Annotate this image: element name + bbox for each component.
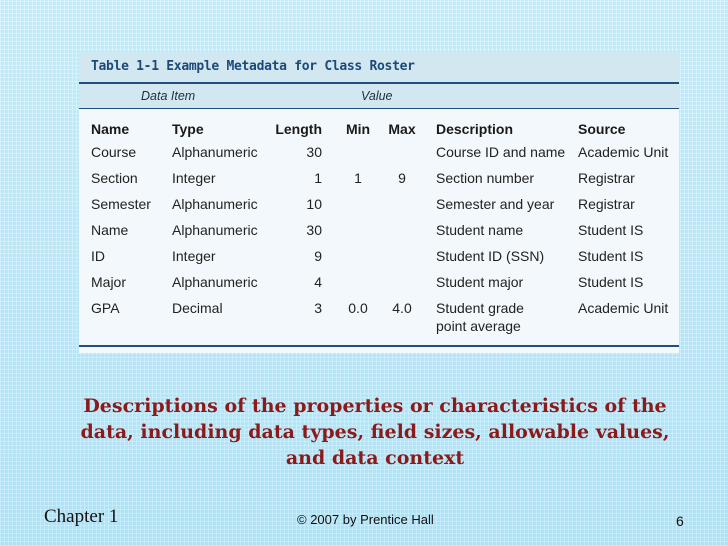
table-cell: Student IS [578, 274, 644, 290]
table-cell: Alphanumeric [172, 274, 258, 290]
table-cell [380, 272, 424, 298]
table-cell: Alphanumeric [172, 196, 258, 212]
table-cell [380, 246, 424, 272]
column-header: Length [275, 120, 322, 137]
table-cell: Course [91, 144, 137, 160]
table-bottom-rule [79, 345, 679, 347]
table-cell: 4 [314, 274, 322, 290]
table-cell: 4.0 [392, 300, 412, 316]
table-row [79, 220, 679, 246]
table-cell [336, 246, 380, 272]
group-header-value: Value [361, 89, 393, 103]
table-row [79, 168, 679, 194]
column-header: Name [91, 120, 130, 137]
table-cell: GPA [91, 300, 120, 316]
table-cell: 0.0 [348, 300, 368, 316]
table-cell: Registrar [578, 170, 635, 186]
table-cell: Integer [172, 170, 216, 186]
table-row [79, 298, 679, 335]
table-cell: 30 [306, 222, 322, 238]
table-cell [336, 220, 380, 246]
table-cell: Student name [436, 222, 524, 238]
table-cell: Section [91, 170, 138, 186]
table-cell: 9 [398, 170, 406, 186]
table-cell: Name [91, 222, 129, 238]
table-cell: 1 [354, 170, 362, 186]
footer-chapter-label: Chapter 1 [44, 506, 119, 527]
column-header: Description [436, 120, 514, 137]
table-row [79, 194, 679, 220]
table-cell: Major [91, 274, 127, 290]
table-row [79, 142, 679, 168]
table-cell: 10 [306, 196, 322, 212]
column-header: Source [578, 120, 626, 137]
table-cell: Course ID and name [436, 144, 566, 160]
column-header: Min [345, 120, 371, 137]
table-row [79, 272, 679, 298]
table-cell: 30 [306, 144, 322, 160]
table-cell: Student IS [578, 222, 644, 238]
table-cell [336, 142, 380, 168]
table-cell: Academic Unit [578, 144, 669, 160]
table-cell: Student IS [578, 248, 644, 264]
slide-page-number: 6 [676, 513, 684, 529]
table-cell: 1 [314, 170, 322, 186]
column-header: Type [172, 120, 204, 137]
table-cell: Registrar [578, 196, 635, 212]
metadata-table-figure [79, 53, 679, 353]
table-cell [380, 220, 424, 246]
slide-caption: Descriptions of the properties or characteristics of the data, including data types, field sizes, allowable values, and data context [80, 395, 670, 469]
table-cell [380, 194, 424, 220]
table-cell: 9 [314, 248, 322, 264]
table-header-row [79, 115, 679, 142]
table-row [79, 246, 679, 272]
table-cell: Student ID (SSN) [436, 248, 545, 264]
table-cell: Alphanumeric [172, 144, 258, 160]
table-cell: Section number [436, 170, 535, 186]
table-cell [380, 142, 424, 168]
table-cell: ID [91, 248, 105, 264]
table-cell: Student major [436, 274, 524, 290]
table-group-header-row [79, 84, 679, 109]
table-cell [336, 194, 380, 220]
table-cell [336, 272, 380, 298]
table-cell: Academic Unit [578, 300, 669, 316]
group-header-data-item: Data Item [141, 89, 196, 103]
table-cell: Semester and year [436, 196, 555, 212]
table-title-bar [79, 53, 679, 84]
footer-copyright: © 2007 by Prentice Hall [297, 512, 434, 527]
table-cell: Student grade point average [436, 300, 524, 334]
table-cell: Semester [91, 196, 151, 212]
column-header: Max [388, 120, 416, 137]
table-cell: 3 [314, 300, 322, 316]
table-title: Table 1-1 Example Metadata for Class Roster [91, 59, 415, 74]
class-roster-table [79, 115, 679, 335]
table-cell: Alphanumeric [172, 222, 258, 238]
table-cell: Decimal [172, 300, 223, 316]
table-cell: Integer [172, 248, 216, 264]
